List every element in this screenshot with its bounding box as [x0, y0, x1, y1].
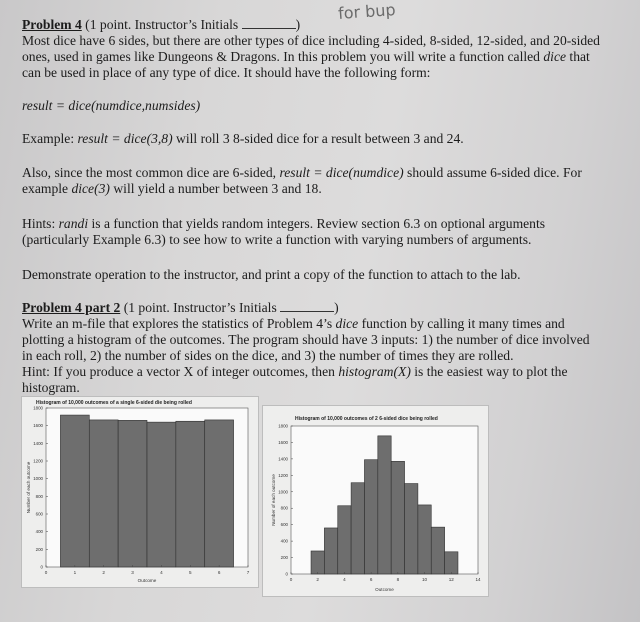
histogram-bar	[431, 527, 444, 574]
problem4-part2	[22, 300, 634, 396]
y-tick-label: 1600	[33, 423, 43, 429]
problem4-line2	[22, 49, 634, 65]
chart-title: Histogram of 10,000 outcomes of a single 6-sided die being rolled	[36, 400, 192, 406]
chart-title: Histogram of 10,000 outcomes of 2 6-sided dice being rolled	[295, 416, 438, 422]
histogram-bar	[364, 460, 377, 574]
part2-hint-b: is the easiest way to plot the	[410, 364, 568, 379]
part2-line2: plotting a histogram of the outcomes. The program should have 3 inputs: 1) the number of dice involved	[22, 332, 590, 347]
part2-line1a: Write an m-file that explores the statistics of Problem 4’s	[22, 316, 336, 331]
y-tick-label: 400	[35, 529, 43, 535]
y-tick-label: 1600	[278, 439, 288, 445]
y-tick-label: 0	[285, 571, 288, 577]
x-tick-label: 0	[44, 570, 48, 575]
histogram-two-dice-svg	[263, 406, 488, 596]
part2-close: )	[334, 300, 339, 315]
histogram-bar	[338, 506, 351, 574]
part2-hint-em: histogram(X)	[338, 364, 411, 379]
part2-heading: Problem 4 part 2	[22, 300, 121, 315]
also-paragraph	[22, 165, 634, 197]
problem4-line2-em: dice	[543, 49, 567, 64]
x-tick-label: 1	[73, 570, 77, 575]
hints1b: is a function that yields random integers. Review section 6.3 on optional arguments	[88, 216, 546, 231]
x-tick-label: 0	[289, 577, 293, 582]
x-tick-label: 6	[217, 570, 221, 575]
example-code: result = dice(3,8)	[77, 131, 173, 146]
x-tick-label: 4	[160, 570, 163, 575]
y-tick-label: 800	[280, 505, 288, 511]
y-tick-label: 1400	[278, 456, 288, 462]
hints1a: Hints:	[22, 216, 59, 231]
initials-blank	[242, 18, 296, 29]
problem4-heading: Problem 4	[22, 17, 82, 32]
y-tick-label: 1800	[33, 405, 43, 411]
also2-code: dice(3)	[71, 181, 110, 196]
hints2: (particularly Example 6.3) to see how to write a function with varying numbers of arguments.	[22, 232, 532, 247]
histogram-bar	[324, 528, 337, 574]
part2-hint-a: Hint: If you produce a vector X of integer outcomes, then	[22, 364, 339, 379]
histogram-bar	[418, 505, 431, 574]
problem4-close: )	[295, 17, 301, 32]
histogram-bar	[89, 420, 118, 567]
x-tick-label: 5	[189, 570, 192, 575]
y-tick-label: 200	[35, 546, 43, 552]
y-tick-label: 1200	[278, 472, 288, 478]
also1b: should assume 6-sided dice. For	[403, 165, 582, 180]
histogram-bar	[176, 421, 205, 567]
part2-title-line	[22, 300, 634, 316]
problem4-line2-text: ones, used in games like Dungeons & Dragons. In this problem you will write a function called	[22, 49, 544, 64]
y-tick-label: 1800	[278, 423, 288, 429]
histogram-bar	[147, 422, 176, 567]
y-tick-label: 0	[40, 564, 43, 570]
x-tick-label: 8	[396, 577, 400, 582]
x-tick-label: 14	[475, 577, 481, 582]
problem4-line2-end: that	[566, 49, 590, 64]
histogram-two-dice	[263, 406, 488, 596]
x-tick-label: 3	[131, 570, 134, 575]
also1a: Also, since the most common dice are 6-sided,	[22, 165, 280, 180]
example-label: Example:	[22, 131, 78, 146]
hints1-code: randi	[58, 216, 89, 231]
y-tick-label: 600	[35, 511, 43, 517]
y-tick-label: 1200	[33, 458, 43, 464]
histogram-bar	[378, 436, 391, 574]
also2b: will yield a number between 3 and 18.	[109, 181, 322, 196]
also2a: example	[22, 181, 72, 196]
demo-text: Demonstrate operation to the instructor, and print a copy of the function to attach to the lab.	[22, 267, 521, 282]
x-tick-label: 4	[343, 577, 346, 582]
y-tick-label: 400	[280, 538, 288, 544]
histogram-bar	[445, 552, 458, 574]
y-tick-label: 600	[280, 522, 288, 528]
problem4-title-line	[22, 17, 634, 33]
x-tick-label: 2	[316, 577, 319, 582]
x-tick-label: 2	[102, 570, 105, 575]
y-tick-label: 1400	[33, 440, 43, 446]
part2-initials-blank	[280, 301, 334, 312]
x-tick-label: 7	[246, 570, 250, 575]
y-tick-label: 1000	[278, 489, 288, 495]
histogram-bar	[391, 461, 404, 574]
part2-points: (1 point. Instructor’s Initials	[120, 300, 281, 315]
part2-line1b: function by calling it many times and	[358, 316, 565, 331]
also1-code: result = dice(numdice)	[279, 165, 404, 180]
y-tick-label: 200	[280, 555, 288, 561]
y-axis-label: Number of each outcome	[271, 474, 276, 526]
y-tick-label: 1000	[33, 476, 43, 482]
problem4-line3: can be used in place of any type of dice. It should have the following form:	[22, 65, 431, 80]
example-text: will roll 3 8-sided dice for a result between 3 and 24.	[172, 131, 464, 146]
histogram-bar	[60, 415, 89, 567]
example-line	[22, 131, 634, 147]
x-tick-label: 6	[369, 577, 373, 582]
hints-paragraph	[22, 216, 634, 248]
x-axis-label: Outcome	[137, 578, 157, 583]
function-form	[22, 98, 634, 114]
histogram-one-die-svg	[22, 397, 258, 587]
x-tick-label: 10	[422, 577, 428, 582]
part2-line1-em: dice	[335, 316, 359, 331]
histogram-bar	[351, 483, 364, 574]
x-tick-label: 12	[448, 577, 454, 582]
histogram-bar	[118, 420, 147, 567]
demo-line	[22, 267, 634, 283]
function-form-text: result = dice(numdice,numsides)	[22, 98, 201, 113]
part2-line3: in each roll, 2) the number of sides on the dice, and 3) the number of times they are rolled.	[22, 348, 514, 363]
histogram-bar	[205, 420, 234, 567]
histogram-one-die	[22, 397, 258, 587]
handwritten-note: for bup	[337, 0, 397, 23]
problem4-points: (1 point. Instructor’s Initials	[81, 17, 242, 32]
problem4-line1: Most dice have 6 sides, but there are other types of dice including 4-sided, 8-sided, 12-sided, and 20-sided	[22, 33, 600, 48]
histogram-bar	[311, 551, 324, 574]
x-axis-label: Outcome	[375, 587, 394, 592]
y-axis-label: Number of each outcome	[26, 461, 31, 514]
y-tick-label: 800	[35, 493, 43, 499]
part2-hint-c: histogram.	[22, 380, 80, 395]
problem4-intro	[22, 17, 634, 81]
histogram-bar	[405, 484, 418, 574]
